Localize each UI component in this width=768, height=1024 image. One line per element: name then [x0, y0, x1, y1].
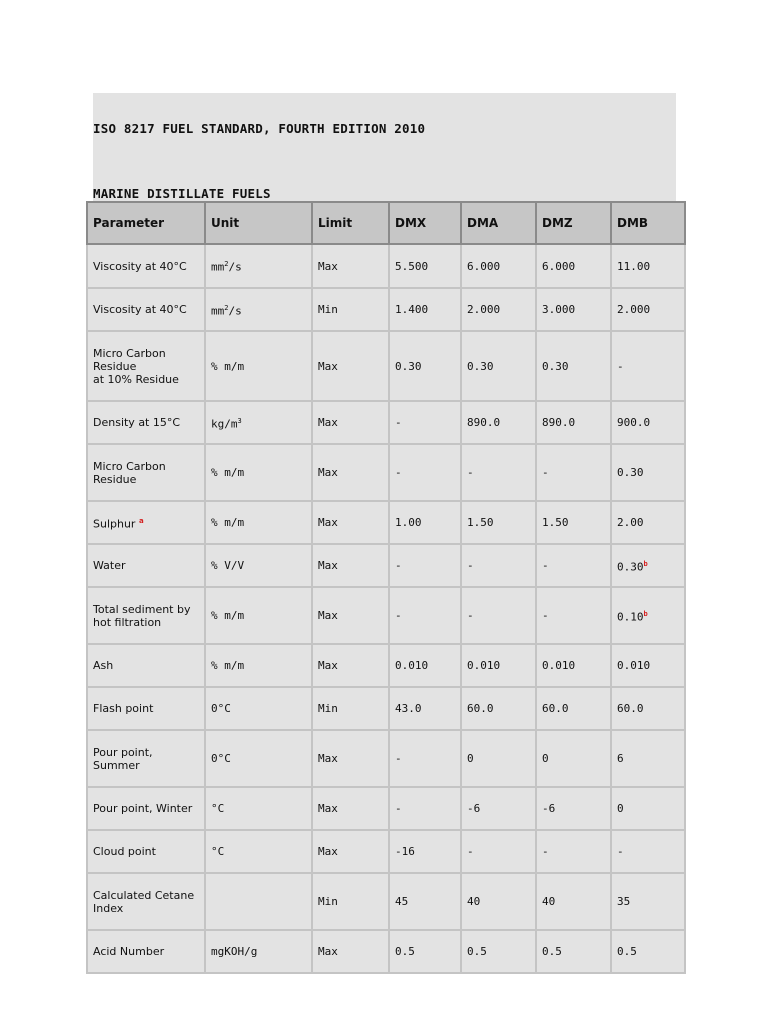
table-row	[87, 288, 685, 331]
unit-cell: % m/m	[205, 587, 312, 644]
dmz-cell: 40	[536, 873, 611, 930]
limit-cell: Max	[312, 644, 389, 687]
unit-cell	[205, 873, 312, 930]
dmz-cell: -	[536, 830, 611, 873]
dma-cell: 60.0	[461, 687, 536, 730]
dmb-value: 0	[617, 802, 624, 815]
dmx-cell: 1.400	[389, 288, 461, 331]
unit-cell	[205, 244, 312, 288]
parameter-line: Pour point,	[93, 745, 153, 759]
parameter-cell	[87, 444, 205, 501]
dmb-value: 11.00	[617, 259, 651, 273]
dmb-cell	[611, 787, 685, 830]
dmb-cell	[611, 401, 685, 444]
parameter-label: Viscosity at 40°C	[93, 303, 187, 316]
dmb-value: 60.0	[617, 702, 644, 715]
limit-cell: Max	[312, 830, 389, 873]
limit-cell: Max	[312, 331, 389, 401]
unit-base: mm	[211, 260, 225, 274]
dma-cell: 0.5	[461, 930, 536, 973]
dmx-cell: 0.30	[389, 331, 461, 401]
parameter-line: hot filtration	[93, 615, 162, 629]
dmz-cell: 0.010	[536, 644, 611, 687]
parameter-cell	[87, 587, 205, 644]
dmx-cell: -	[389, 544, 461, 587]
dmx-cell: -	[389, 401, 461, 444]
parameter-label: Ash	[93, 659, 114, 672]
parameter-cell	[87, 930, 205, 973]
dmz-cell: 3.000	[536, 288, 611, 331]
unit-cell: % m/m	[205, 331, 312, 401]
dmb-value: 6	[617, 752, 624, 765]
dmb-value: 0.10	[617, 610, 644, 624]
unit-base: mm	[211, 304, 225, 318]
dmb-cell	[611, 444, 685, 501]
parameter-cell	[87, 730, 205, 787]
dmb-value: 0.5	[617, 945, 637, 958]
dmb-value: -	[617, 359, 624, 373]
table-row	[87, 401, 685, 444]
parameter-label: Flash point	[93, 702, 154, 715]
dmx-cell: 1.00	[389, 501, 461, 544]
dmb-value: 0.30	[617, 560, 644, 574]
dmz-cell: 890.0	[536, 401, 611, 444]
parameter-cell	[87, 401, 205, 444]
parameter-cell	[87, 873, 205, 930]
dmb-cell	[611, 930, 685, 973]
parameter-line: Calculated Cetane	[93, 888, 195, 902]
limit-cell: Min	[312, 288, 389, 331]
unit-cell: °C	[205, 787, 312, 830]
parameter-cell	[87, 501, 205, 544]
dmx-cell: 45	[389, 873, 461, 930]
parameter-line: Micro Carbon	[93, 459, 166, 473]
parameter-cell	[87, 288, 205, 331]
limit-cell: Max	[312, 401, 389, 444]
column-header: Limit	[312, 202, 389, 244]
dmb-cell	[611, 873, 685, 930]
unit-base: kg/m	[211, 417, 238, 431]
dma-cell: -	[461, 587, 536, 644]
dmz-cell: 0	[536, 730, 611, 787]
column-header: DMZ	[536, 202, 611, 244]
limit-cell: Max	[312, 244, 389, 288]
dmz-cell: 0.30	[536, 331, 611, 401]
dma-cell: 40	[461, 873, 536, 930]
footnote-marker: b	[643, 559, 648, 568]
dmb-cell	[611, 501, 685, 544]
limit-cell: Max	[312, 730, 389, 787]
table-body	[87, 244, 685, 973]
parameter-label: Sulphur	[93, 517, 136, 531]
parameter-cell	[87, 644, 205, 687]
dmb-value: 0.30	[617, 466, 644, 479]
dmb-value: 35	[617, 895, 631, 908]
parameter-line: Micro Carbon	[93, 346, 166, 360]
dmb-value: 2.00	[617, 516, 644, 529]
dmx-cell: 43.0	[389, 687, 461, 730]
unit-cell: mgKOH/g	[205, 930, 312, 973]
dmx-cell: -16	[389, 830, 461, 873]
limit-cell: Max	[312, 501, 389, 544]
section-title: MARINE DISTILLATE FUELS	[93, 186, 271, 201]
limit-cell: Max	[312, 787, 389, 830]
dma-cell: -	[461, 444, 536, 501]
parameter-line: Index	[93, 901, 124, 915]
unit-cell: 0°C	[205, 730, 312, 787]
dma-cell: 6.000	[461, 244, 536, 288]
dma-cell: 890.0	[461, 401, 536, 444]
unit-tail: /s	[228, 304, 242, 318]
column-header: Unit	[205, 202, 312, 244]
table-row	[87, 331, 685, 401]
dmx-cell: 0.5	[389, 930, 461, 973]
unit-superscript: 2	[224, 303, 229, 312]
dma-cell: -	[461, 830, 536, 873]
table-row	[87, 644, 685, 687]
unit-cell	[205, 401, 312, 444]
table-row	[87, 730, 685, 787]
parameter-label: Density at 15°C	[93, 416, 181, 429]
dmx-cell: 0.010	[389, 644, 461, 687]
fuel-specification-table	[86, 201, 686, 974]
parameter-cell	[87, 544, 205, 587]
limit-cell: Min	[312, 873, 389, 930]
dmx-cell: 5.500	[389, 244, 461, 288]
footnote-marker: b	[643, 609, 648, 618]
table-row	[87, 930, 685, 973]
table-row	[87, 501, 685, 544]
dmb-value: 900.0	[617, 416, 651, 429]
dmz-cell: 0.5	[536, 930, 611, 973]
parameter-line: Residue	[93, 359, 137, 373]
limit-cell: Max	[312, 544, 389, 587]
dmb-cell	[611, 687, 685, 730]
parameter-line: Residue	[93, 472, 137, 486]
unit-tail: /s	[228, 260, 242, 274]
unit-cell: 0°C	[205, 687, 312, 730]
dma-cell: -6	[461, 787, 536, 830]
table-row	[87, 587, 685, 644]
unit-cell	[205, 288, 312, 331]
dmb-cell	[611, 587, 685, 644]
unit-superscript: 3	[237, 416, 242, 425]
column-header: DMA	[461, 202, 536, 244]
dmb-cell	[611, 730, 685, 787]
dma-cell: -	[461, 544, 536, 587]
dmb-cell	[611, 288, 685, 331]
column-header: Parameter	[87, 202, 205, 244]
unit-cell: % m/m	[205, 501, 312, 544]
unit-cell: % V/V	[205, 544, 312, 587]
table-row	[87, 244, 685, 288]
dmz-cell: -6	[536, 787, 611, 830]
parameter-label: Pour point, Winter	[93, 802, 193, 815]
column-header: DMX	[389, 202, 461, 244]
limit-cell: Max	[312, 444, 389, 501]
dmz-cell: -	[536, 444, 611, 501]
dmb-value: 0.010	[617, 659, 651, 672]
dmz-cell: -	[536, 587, 611, 644]
table-row	[87, 444, 685, 501]
unit-superscript: 2	[224, 260, 229, 269]
parameter-cell	[87, 331, 205, 401]
parameter-line: Total sediment by	[93, 602, 191, 616]
dmb-cell	[611, 244, 685, 288]
dma-cell: 1.50	[461, 501, 536, 544]
dmz-cell: 1.50	[536, 501, 611, 544]
dmz-cell: 6.000	[536, 244, 611, 288]
parameter-line: Summer	[93, 758, 140, 772]
dmb-cell	[611, 331, 685, 401]
dma-cell: 0.30	[461, 331, 536, 401]
dmz-cell: -	[536, 544, 611, 587]
dma-cell: 0	[461, 730, 536, 787]
unit-cell: °C	[205, 830, 312, 873]
parameter-cell	[87, 830, 205, 873]
dmb-cell	[611, 544, 685, 587]
parameter-cell	[87, 687, 205, 730]
dmb-cell	[611, 644, 685, 687]
document-header-panel	[93, 93, 676, 201]
dmb-value: 2.000	[617, 303, 651, 316]
dmx-cell: -	[389, 787, 461, 830]
parameter-line: at 10% Residue	[93, 372, 179, 386]
footnote-marker: a	[138, 516, 144, 525]
unit-cell: % m/m	[205, 644, 312, 687]
column-header: DMB	[611, 202, 685, 244]
table-row	[87, 687, 685, 730]
table-row	[87, 873, 685, 930]
dmx-cell: -	[389, 730, 461, 787]
parameter-cell	[87, 244, 205, 288]
parameter-label: Viscosity at 40°C	[93, 259, 187, 273]
table-row	[87, 830, 685, 873]
dma-cell: 2.000	[461, 288, 536, 331]
parameter-label: Acid Number	[93, 945, 165, 958]
dmx-cell: -	[389, 444, 461, 501]
parameter-label: Water	[93, 559, 126, 572]
limit-cell: Max	[312, 587, 389, 644]
table-row	[87, 787, 685, 830]
table-header-row	[87, 202, 685, 244]
dmz-cell: 60.0	[536, 687, 611, 730]
table-row	[87, 544, 685, 587]
unit-cell: % m/m	[205, 444, 312, 501]
parameter-label: Cloud point	[93, 845, 156, 858]
limit-cell: Min	[312, 687, 389, 730]
dmb-value: -	[617, 845, 624, 858]
document-title: ISO 8217 FUEL STANDARD, FOURTH EDITION 2010	[93, 121, 426, 136]
dma-cell: 0.010	[461, 644, 536, 687]
dmx-cell: -	[389, 587, 461, 644]
limit-cell: Max	[312, 930, 389, 973]
dmb-cell	[611, 830, 685, 873]
parameter-cell	[87, 787, 205, 830]
